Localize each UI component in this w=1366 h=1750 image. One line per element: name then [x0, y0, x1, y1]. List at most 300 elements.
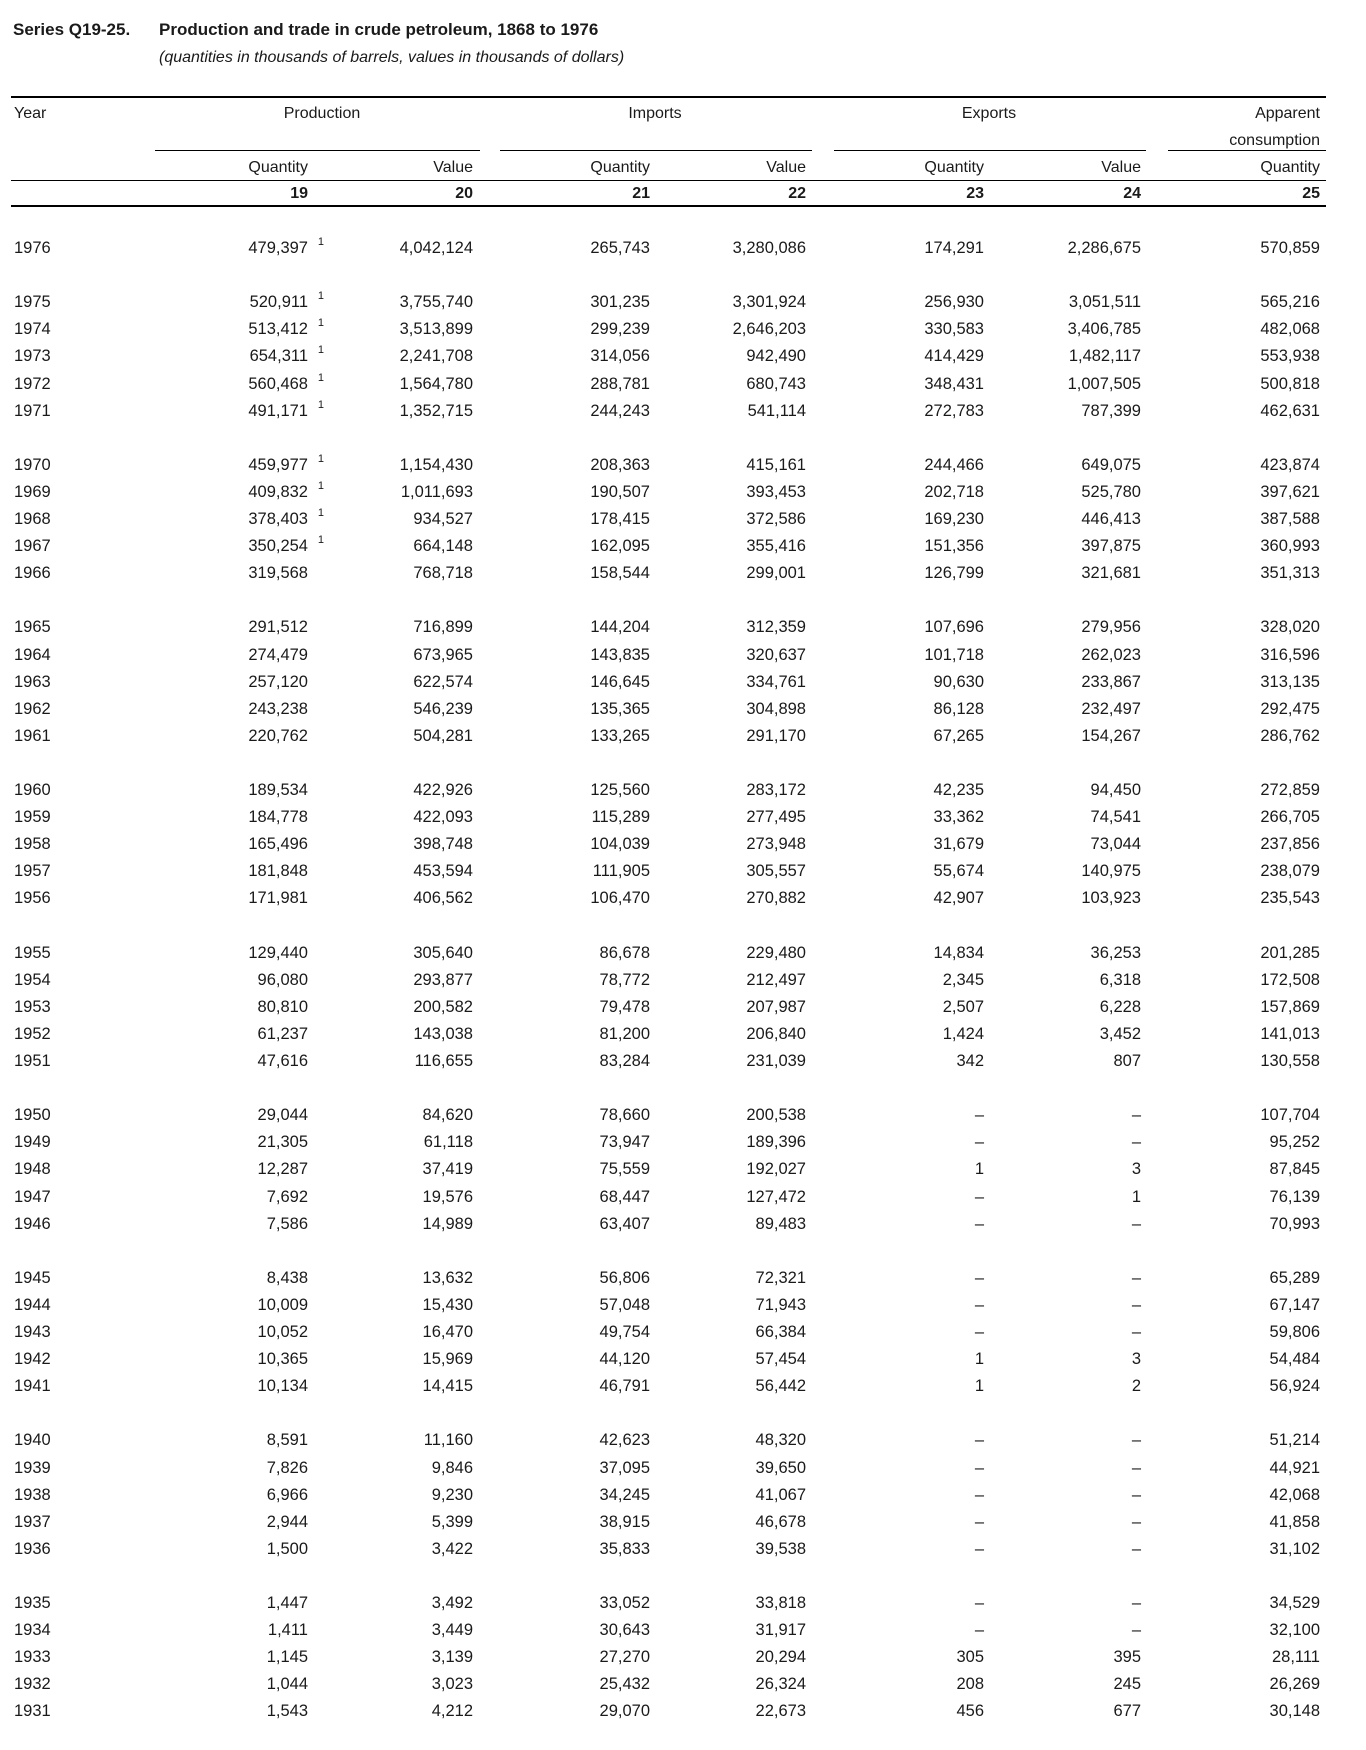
exports-value-value: 154,267: [1081, 726, 1141, 745]
consumption-quantity-value: 553,938: [1260, 347, 1320, 366]
production-value-value: 673,965: [413, 645, 473, 664]
cell-production-quantity: [248, 536, 324, 558]
production-quantity-value: 560,468: [248, 374, 308, 393]
cell-consumption-quantity: [1260, 563, 1320, 583]
row-year: 1944: [14, 1295, 51, 1314]
cell-consumption-quantity: [1272, 1647, 1320, 1667]
exports-quantity-value: 342: [956, 1052, 984, 1070]
imports-value-value: 71,943: [755, 1295, 806, 1314]
consumption-quantity-value: 351,313: [1260, 564, 1320, 583]
row-year: 1961: [14, 726, 51, 745]
cell-production-quantity: [267, 1187, 324, 1207]
cell-production-quantity: [248, 645, 324, 665]
imports-value-value: 57,454: [755, 1350, 806, 1369]
cell-imports-quantity: [600, 1430, 650, 1450]
cell-imports-quantity: [590, 672, 650, 692]
consumption-quantity-value: 87,845: [1269, 1160, 1320, 1179]
row-year: 1935: [14, 1594, 51, 1612]
production-value-value: 3,422: [431, 1539, 473, 1558]
exports-quantity-value: 1: [974, 1160, 984, 1179]
cell-exports-quantity: [956, 1647, 984, 1667]
imports-value-value: 305,557: [746, 862, 806, 881]
header-production: Production: [283, 105, 361, 122]
consumption-quantity-value: 41,858: [1269, 1512, 1320, 1531]
header-year: Year: [14, 105, 47, 122]
row-year: 1960: [14, 781, 51, 799]
production-value-value: 5,399: [431, 1512, 473, 1531]
consumption-quantity-value: 235,543: [1260, 889, 1320, 908]
production-quantity-value: 10,009: [257, 1295, 308, 1314]
imports-quantity-value: 33,052: [599, 1594, 650, 1612]
consumption-quantity-value: 238,079: [1260, 862, 1320, 881]
imports-value-value: 291,170: [746, 726, 806, 745]
exports-value-value: 3,406,785: [1067, 320, 1141, 339]
exports-quantity-value: 1: [974, 1350, 984, 1369]
consumption-quantity-value: 201,285: [1260, 943, 1320, 962]
cell-exports-value: [1081, 645, 1141, 665]
row-year: 1942: [14, 1350, 51, 1369]
cell-consumption-quantity: [1270, 1214, 1320, 1234]
cell-imports-value: [746, 970, 806, 990]
cell-production-value: [413, 861, 473, 881]
production-quantity-value: 1,500: [266, 1539, 308, 1558]
consumption-quantity-value: 95,252: [1269, 1133, 1320, 1152]
imports-quantity-value: 68,447: [599, 1187, 650, 1206]
cell-imports-value: [756, 1512, 806, 1532]
cell-production-value: [400, 401, 473, 421]
exports-quantity-value: 101,718: [924, 645, 984, 664]
cell-imports-value: [756, 1674, 806, 1694]
production-quantity-value: 181,848: [248, 862, 308, 881]
cell-imports-value: [746, 1105, 806, 1125]
header-num-20: 20: [455, 185, 473, 202]
cell-imports-quantity: [590, 346, 650, 366]
cell-exports-value: [1081, 401, 1141, 421]
consumption-quantity-value: 28,111: [1271, 1648, 1320, 1667]
header-value-22: Value: [766, 159, 806, 176]
cell-imports-quantity: [592, 807, 650, 827]
header-num-19: 19: [290, 185, 308, 202]
cell-imports-value: [756, 1485, 806, 1505]
cell-consumption-quantity: [1260, 807, 1320, 827]
exports-quantity-value: –: [974, 1268, 984, 1287]
cell-consumption-quantity: [1270, 1512, 1320, 1532]
consumption-quantity-value: 482,068: [1260, 320, 1320, 339]
cell-exports-quantity: [975, 1512, 984, 1532]
cell-production-quantity: [258, 970, 324, 990]
imports-quantity-value: 63,407: [599, 1214, 650, 1233]
cell-imports-quantity: [593, 861, 650, 881]
cell-imports-value: [746, 672, 806, 692]
production-quantity-value: 1,447: [266, 1594, 308, 1612]
cell-exports-value: [1091, 834, 1141, 854]
exports-value-value: –: [1131, 1458, 1141, 1477]
consumption-quantity-value: 570,859: [1260, 239, 1320, 257]
production-quantity-value: 7,826: [266, 1458, 308, 1477]
cell-imports-quantity: [590, 888, 650, 908]
production-value-value: 9,846: [431, 1458, 473, 1477]
cell-imports-value: [746, 1159, 806, 1179]
cell-imports-quantity: [600, 1051, 650, 1071]
production-value-value: 664,148: [413, 537, 473, 556]
cell-imports-value: [756, 1647, 806, 1667]
production-value-value: 716,899: [413, 618, 473, 637]
cell-production-value: [424, 1430, 473, 1450]
cell-exports-value: [1132, 1512, 1141, 1532]
exports-quantity-value: 33,362: [933, 808, 984, 827]
cell-exports-value: [1091, 943, 1141, 963]
production-quantity-value: 12,287: [257, 1160, 308, 1179]
cell-production-quantity: [267, 1539, 324, 1559]
cell-imports-quantity: [600, 1132, 650, 1152]
cell-exports-quantity: [934, 726, 984, 746]
imports-value-value: 3,301,924: [732, 293, 806, 312]
footnote-marker: 1: [317, 344, 324, 357]
cell-imports-quantity: [590, 563, 650, 583]
cell-exports-quantity: [975, 1430, 984, 1450]
production-value-value: 9,230: [431, 1485, 473, 1504]
imports-value-value: 72,321: [755, 1268, 806, 1287]
production-quantity-value: 409,832: [248, 482, 308, 501]
cell-imports-quantity: [600, 1349, 650, 1369]
cell-imports-value: [746, 455, 806, 475]
imports-quantity-value: 34,245: [599, 1485, 650, 1504]
production-value-value: 14,989: [422, 1214, 473, 1233]
cell-exports-quantity: [934, 699, 984, 719]
production-quantity-value: 2,944: [266, 1512, 308, 1531]
cell-consumption-quantity: [1260, 970, 1320, 990]
consumption-quantity-value: 462,631: [1260, 401, 1320, 420]
cell-exports-quantity: [924, 346, 984, 366]
exports-quantity-value: 42,235: [933, 781, 984, 799]
cell-exports-value: [1132, 1268, 1141, 1288]
imports-quantity-value: 57,048: [599, 1295, 650, 1314]
cell-production-quantity: [258, 1376, 324, 1396]
cell-production-quantity: [248, 888, 324, 908]
cell-imports-value: [756, 1458, 806, 1478]
production-quantity-value: 96,080: [257, 970, 308, 989]
imports-quantity-value: 162,095: [590, 537, 650, 556]
imports-value-value: 207,987: [746, 997, 806, 1016]
consumption-quantity-value: 157,869: [1260, 997, 1320, 1016]
cell-imports-quantity: [590, 292, 650, 312]
cell-imports-value: [733, 319, 806, 339]
imports-quantity-value: 75,559: [599, 1160, 650, 1179]
imports-quantity-value: 244,243: [590, 401, 650, 420]
production-value-value: 546,239: [413, 699, 473, 718]
exports-value-value: 103,923: [1081, 889, 1141, 908]
consumption-quantity-value: 272,859: [1260, 781, 1320, 799]
subheader-rule: [11, 180, 1326, 181]
cell-exports-value: [1113, 1701, 1141, 1721]
imports-value-value: 3,280,086: [732, 239, 806, 257]
cell-production-value: [423, 1322, 473, 1342]
cell-production-value: [413, 645, 473, 665]
cell-production-value: [432, 1647, 473, 1667]
imports-quantity-value: 86,678: [599, 943, 650, 962]
cell-production-quantity: [258, 1105, 324, 1125]
cell-exports-quantity: [975, 1159, 984, 1179]
cell-exports-value: [1081, 617, 1141, 637]
cell-production-quantity: [267, 1485, 324, 1505]
consumption-quantity-value: 141,013: [1260, 1024, 1320, 1043]
production-quantity-value: 10,365: [257, 1350, 308, 1369]
cell-exports-value: [1132, 1105, 1141, 1125]
cell-consumption-quantity: [1260, 997, 1320, 1017]
cell-imports-quantity: [590, 726, 650, 746]
production-quantity-value: 513,412: [248, 320, 308, 339]
production-quantity-value: 184,778: [248, 808, 308, 827]
imports-quantity-value: 106,470: [590, 889, 650, 908]
cell-production-quantity: [267, 1458, 324, 1478]
cell-imports-value: [756, 1349, 806, 1369]
cell-production-value: [413, 672, 473, 692]
cell-exports-value: [1081, 888, 1141, 908]
row-year: 1958: [14, 835, 51, 854]
consumption-quantity-value: 32,100: [1269, 1621, 1320, 1640]
cell-exports-value: [1081, 509, 1141, 529]
cell-exports-value: [1100, 970, 1141, 990]
cell-exports-quantity: [975, 1214, 984, 1234]
cell-consumption-quantity: [1270, 1376, 1320, 1396]
row-year: 1966: [14, 564, 51, 583]
cell-imports-quantity: [590, 645, 650, 665]
imports-value-value: 20,294: [755, 1648, 806, 1667]
cell-imports-value: [746, 536, 806, 556]
cell-imports-value: [756, 1376, 806, 1396]
imports-value-value: 89,483: [755, 1214, 806, 1233]
production-value-value: 143,038: [413, 1024, 473, 1043]
consumption-quantity-value: 500,818: [1260, 374, 1320, 393]
production-quantity-value: 129,440: [248, 943, 308, 962]
cell-production-quantity: [248, 861, 324, 881]
production-value-value: 37,419: [422, 1160, 473, 1179]
table-subtitle: (quantities in thousands of barrels, values in thousands of dollars): [159, 49, 625, 66]
exports-value-value: 787,399: [1081, 401, 1141, 420]
cell-consumption-quantity: [1260, 672, 1320, 692]
cell-exports-value: [1132, 1485, 1141, 1505]
consumption-quantity-value: 387,588: [1260, 510, 1320, 528]
production-value-value: 406,562: [413, 889, 473, 908]
exports-value-value: 233,867: [1081, 672, 1141, 691]
exports-value-value: 649,075: [1081, 455, 1141, 474]
cell-exports-value: [1081, 455, 1141, 475]
header-exports: Exports: [961, 105, 1017, 122]
cell-imports-quantity: [600, 1187, 650, 1207]
cell-production-quantity: [248, 780, 324, 800]
imports-value-value: 189,396: [746, 1133, 806, 1152]
consumption-quantity-value: 44,921: [1269, 1458, 1320, 1477]
cell-production-quantity: [258, 1132, 324, 1152]
production-value-value: 3,139: [431, 1648, 473, 1667]
imports-value-value: 393,453: [746, 482, 806, 501]
cell-imports-quantity: [600, 1593, 650, 1613]
cell-production-value: [413, 1024, 473, 1044]
cell-exports-value: [1132, 1349, 1141, 1369]
exports-value-value: 94,450: [1090, 781, 1141, 799]
consumption-quantity-value: 67,147: [1269, 1295, 1320, 1314]
cell-consumption-quantity: [1270, 1268, 1320, 1288]
consumption-quantity-value: 59,806: [1269, 1323, 1320, 1341]
cell-imports-value: [746, 563, 806, 583]
imports-value-value: 46,678: [755, 1512, 806, 1531]
cell-consumption-quantity: [1260, 780, 1320, 800]
imports-quantity-value: 44,120: [599, 1350, 650, 1369]
imports-quantity-value: 29,070: [599, 1702, 650, 1721]
cell-production-value: [413, 807, 473, 827]
cell-consumption-quantity: [1260, 888, 1320, 908]
footnote-marker: 1: [317, 371, 324, 384]
consumption-quantity-value: 423,874: [1260, 455, 1320, 474]
imports-value-value: 270,882: [746, 889, 806, 908]
imports-quantity-value: 25,432: [599, 1675, 650, 1694]
cell-imports-quantity: [600, 1214, 650, 1234]
exports-value-value: 807: [1113, 1052, 1141, 1070]
consumption-quantity-value: 76,139: [1269, 1187, 1320, 1206]
imports-quantity-value: 158,544: [590, 564, 650, 583]
cell-production-quantity: [248, 371, 324, 396]
cell-production-quantity: [248, 563, 324, 583]
cell-consumption-quantity: [1270, 1539, 1320, 1559]
footnote-marker: 1: [317, 452, 324, 465]
cell-imports-quantity: [590, 238, 650, 258]
cell-exports-quantity: [975, 1593, 984, 1613]
imports-quantity-value: 27,270: [599, 1648, 650, 1667]
imports-quantity-value: 190,507: [590, 482, 650, 501]
cell-exports-quantity: [924, 238, 984, 258]
cell-exports-quantity: [975, 1105, 984, 1125]
cell-consumption-quantity: [1260, 861, 1320, 881]
cell-production-quantity: [248, 398, 324, 423]
cell-production-value: [432, 1701, 473, 1721]
row-year: 1950: [14, 1106, 51, 1125]
production-quantity-value: 1,145: [266, 1648, 308, 1667]
production-quantity-value: 10,052: [257, 1323, 308, 1341]
cell-imports-quantity: [600, 1322, 650, 1342]
production-quantity-value: 1,411: [267, 1621, 308, 1640]
exports-quantity-value: –: [974, 1187, 984, 1206]
cell-imports-value: [756, 1539, 806, 1559]
footnote-marker: 1: [317, 317, 324, 330]
exports-quantity-value: –: [974, 1512, 984, 1531]
cell-production-quantity: [248, 452, 324, 477]
header-value-24: Value: [1101, 159, 1141, 176]
imports-value-value: 66,384: [755, 1323, 806, 1341]
exports-value-value: –: [1131, 1295, 1141, 1314]
production-value-value: 84,620: [422, 1106, 473, 1125]
cell-exports-value: [1132, 1214, 1141, 1234]
cell-production-value: [400, 319, 473, 339]
row-year: 1956: [14, 889, 51, 908]
cell-production-quantity: [248, 238, 324, 260]
exports-quantity-value: 107,696: [924, 618, 984, 637]
cell-exports-value: [1113, 1647, 1141, 1667]
production-quantity-value: 47,616: [257, 1052, 308, 1070]
cell-consumption-quantity: [1260, 455, 1320, 475]
cell-production-quantity: [258, 1024, 324, 1044]
cell-imports-value: [756, 1620, 806, 1640]
cell-consumption-quantity: [1260, 346, 1320, 366]
row-year: 1949: [14, 1133, 51, 1152]
production-value-value: 453,594: [413, 862, 473, 881]
cell-exports-quantity: [934, 780, 984, 800]
exports-quantity-value: –: [974, 1539, 984, 1558]
cell-exports-quantity: [975, 1539, 984, 1559]
production-quantity-value: 61,237: [257, 1024, 308, 1043]
exports-value-value: –: [1131, 1485, 1141, 1504]
header-apparent: Apparent: [1255, 105, 1320, 122]
cell-imports-quantity: [600, 943, 650, 963]
cell-exports-value: [1132, 1620, 1141, 1640]
row-year: 1972: [14, 374, 51, 393]
cell-exports-quantity: [934, 672, 984, 692]
imports-quantity-value: 56,806: [599, 1268, 650, 1287]
exports-quantity-value: 86,128: [933, 699, 984, 718]
row-year: 1939: [14, 1458, 51, 1477]
imports-quantity-value: 288,781: [590, 374, 650, 393]
production-value-value: 2,241,708: [399, 347, 473, 366]
row-year: 1943: [14, 1323, 51, 1341]
exports-value-value: 73,044: [1090, 835, 1141, 854]
cell-imports-quantity: [590, 319, 650, 339]
cell-consumption-quantity: [1270, 1187, 1320, 1207]
imports-quantity-value: 37,095: [599, 1458, 650, 1477]
row-year: 1973: [14, 347, 51, 366]
imports-quantity-value: 79,478: [599, 997, 650, 1016]
imports-value-value: 39,538: [755, 1539, 806, 1558]
cell-production-value: [413, 970, 473, 990]
row-year: 1959: [14, 808, 51, 827]
cell-production-quantity: [267, 1701, 324, 1721]
row-year: 1968: [14, 510, 51, 528]
consumption-quantity-value: 107,704: [1260, 1106, 1320, 1125]
exports-value-value: –: [1131, 1323, 1141, 1341]
row-year: 1971: [14, 401, 51, 420]
cell-imports-value: [746, 780, 806, 800]
cell-production-value: [423, 1268, 473, 1288]
production-quantity-value: 7,586: [266, 1214, 308, 1233]
cell-imports-quantity: [590, 536, 650, 556]
imports-quantity-value: 46,791: [599, 1377, 650, 1396]
production-quantity-value: 220,762: [248, 726, 308, 745]
cell-exports-value: [1081, 672, 1141, 692]
exports-quantity-value: –: [974, 1323, 984, 1341]
exports-value-value: –: [1131, 1621, 1141, 1640]
cell-imports-quantity: [600, 1647, 650, 1667]
row-year: 1932: [14, 1675, 51, 1694]
imports-value-value: 56,442: [755, 1377, 806, 1396]
row-year: 1969: [14, 482, 51, 501]
cell-consumption-quantity: [1260, 1051, 1320, 1071]
header-consumption: consumption: [1229, 132, 1320, 149]
exports-quantity-value: 90,630: [933, 672, 984, 691]
exports-value-value: 446,413: [1081, 510, 1141, 528]
cell-production-quantity: [258, 1322, 324, 1342]
cell-production-value: [413, 699, 473, 719]
row-year: 1951: [14, 1052, 51, 1070]
cell-imports-quantity: [590, 455, 650, 475]
cell-imports-quantity: [600, 1701, 650, 1721]
imports-quantity-value: 104,039: [590, 835, 650, 854]
exports-quantity-value: 42,907: [933, 889, 984, 908]
exports-quantity-value: –: [974, 1133, 984, 1152]
exports-value-value: –: [1131, 1539, 1141, 1558]
production-quantity-value: 274,479: [248, 645, 308, 664]
row-year: 1931: [14, 1702, 51, 1721]
cell-imports-value: [746, 617, 806, 637]
cell-imports-value: [746, 807, 806, 827]
cell-exports-value: [1100, 1024, 1141, 1044]
